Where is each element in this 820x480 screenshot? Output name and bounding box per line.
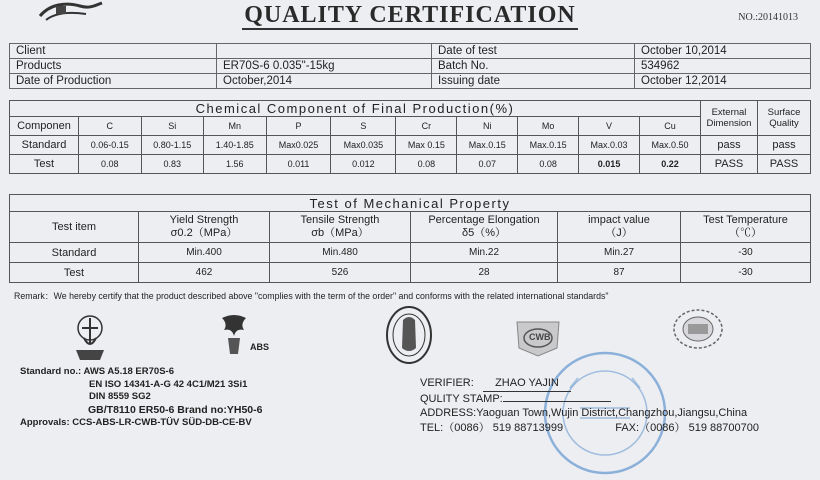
mech-test-value: 28 bbox=[411, 263, 558, 283]
tensile-strength-header: Tensile Strength σb（MPa） bbox=[270, 212, 411, 243]
element-header: Mo bbox=[518, 117, 579, 136]
chem-test-value: 0.015 bbox=[579, 155, 640, 174]
date-of-production-value: October,2014 bbox=[217, 74, 432, 89]
chemical-title: Chemical Component of Final Production(%) bbox=[10, 101, 701, 117]
mechanical-title: Test of Mechanical Property bbox=[10, 195, 811, 212]
chem-test-label: Test bbox=[10, 155, 79, 174]
element-header: S bbox=[331, 117, 396, 136]
chem-standard-value: 1.40-1.85 bbox=[204, 136, 267, 155]
element-header: Mn bbox=[204, 117, 267, 136]
external-dimension-header: External Dimension bbox=[701, 101, 758, 136]
quality-stamp-label: QULITY STAMP: bbox=[420, 392, 503, 405]
date-of-test-label: Date of test bbox=[432, 44, 635, 59]
chem-test-value: 0.011 bbox=[266, 155, 331, 174]
chem-standard-value: Max.0.15 bbox=[518, 136, 579, 155]
issuing-date-label: Issuing date bbox=[432, 74, 635, 89]
test-item-header: Test item bbox=[10, 212, 139, 243]
verifier-row bbox=[420, 376, 759, 392]
chem-standard-value: Max0.035 bbox=[331, 136, 396, 155]
chem-standard-label: Standard bbox=[10, 136, 79, 155]
chem-standard-value: Max.0.15 bbox=[457, 136, 518, 155]
address-text: ADDRESS:Yaoguan Town,Wujin District,Changzhou,Jiangsu,China bbox=[420, 407, 748, 420]
chem-standard-external: pass bbox=[701, 136, 758, 155]
element-header: Cu bbox=[640, 117, 701, 136]
mech-test-value: 87 bbox=[558, 263, 681, 283]
element-header: V bbox=[579, 117, 640, 136]
chem-test-value: 0.08 bbox=[518, 155, 579, 174]
chem-standard-value: 0.80-1.15 bbox=[141, 136, 204, 155]
verifier-name: ZHAO YAJIN bbox=[483, 376, 571, 392]
abs-seal bbox=[218, 312, 270, 358]
issuing-date-value: October 12,2014 bbox=[635, 74, 811, 89]
mechanical-table bbox=[9, 194, 811, 283]
mech-test-value: 526 bbox=[270, 263, 411, 283]
element-header: Ni bbox=[457, 117, 518, 136]
batch-value: 534962 bbox=[635, 59, 811, 74]
lr-seal-icon bbox=[384, 304, 434, 366]
page-title: QUALITY CERTIFICATION bbox=[244, 2, 576, 28]
mech-standard-label: Standard bbox=[10, 243, 139, 263]
mech-standard-value: Min.27 bbox=[558, 243, 681, 263]
cwb-label: CWB bbox=[529, 332, 551, 342]
chem-standard-surface: pass bbox=[758, 136, 811, 155]
surface-quality-header: Surface Quality bbox=[758, 101, 811, 136]
standard-line: GB/T8110 ER50-6 Brand no:YH50-6 bbox=[88, 403, 263, 416]
chem-test-value: 0.012 bbox=[331, 155, 396, 174]
elongation-header: Percentage Elongation δ5（%） bbox=[411, 212, 558, 243]
chem-test-value: 0.07 bbox=[457, 155, 518, 174]
client-value bbox=[217, 44, 432, 59]
chemical-table bbox=[9, 100, 811, 174]
stamp-row bbox=[420, 392, 759, 407]
standard-line: Standard no.: AWS A5.18 ER70S-6 bbox=[20, 366, 174, 377]
mech-standard-value: Min.22 bbox=[411, 243, 558, 263]
test-temperature-header: Test Temperature （℃） bbox=[681, 212, 811, 243]
yield-strength-header: Yield Strength σ0.2（MPa） bbox=[139, 212, 270, 243]
products-value: ER70S-6 0.035"-15kg bbox=[217, 59, 432, 74]
fax-text: FAX:（0086） 519 88700700 bbox=[615, 421, 759, 434]
chem-test-value: 0.08 bbox=[79, 155, 142, 174]
standards-block bbox=[20, 366, 262, 430]
mech-test-label: Test bbox=[10, 263, 139, 283]
mech-standard-value: Min.480 bbox=[270, 243, 411, 263]
chem-test-surface: PASS bbox=[758, 155, 811, 174]
remark-text: Remark：We hereby certify that the product described above "complies with the term of the order" and conforms with the related international standards" bbox=[14, 291, 609, 301]
chem-standard-value: Max.0.03 bbox=[579, 136, 640, 155]
impact-value-header: impact value （J） bbox=[558, 212, 681, 243]
mech-test-value: -30 bbox=[681, 263, 811, 283]
verifier-label: VERIFIER: bbox=[420, 377, 474, 389]
standard-line: DIN 8559 SG2 bbox=[89, 391, 151, 402]
mech-standard-value: Min.400 bbox=[139, 243, 270, 263]
verifier-block bbox=[420, 376, 759, 435]
component-label: Componen bbox=[10, 117, 79, 136]
chem-test-value: 0.08 bbox=[396, 155, 457, 174]
element-header: Si bbox=[141, 117, 204, 136]
client-label: Client bbox=[10, 44, 217, 59]
ccs-seal-icon bbox=[68, 310, 112, 364]
products-label: Products bbox=[10, 59, 217, 74]
date-of-production-label: Date of Production bbox=[10, 74, 217, 89]
chem-standard-value: Max.0.50 bbox=[640, 136, 701, 155]
element-header: P bbox=[266, 117, 331, 136]
chem-test-value: 0.83 bbox=[141, 155, 204, 174]
mech-standard-value: -30 bbox=[681, 243, 811, 263]
chem-test-value: 0.22 bbox=[640, 155, 701, 174]
tuv-seal-icon bbox=[672, 308, 724, 350]
approvals-line: Approvals: CCS-ABS-LR-CWB-TÜV SÜD-DB-CE-BV bbox=[20, 417, 252, 428]
chem-test-value: 1.56 bbox=[204, 155, 267, 174]
element-header: Cr bbox=[396, 117, 457, 136]
batch-label: Batch No. bbox=[432, 59, 635, 74]
standard-line: EN ISO 14341-A-G 42 4C1/M21 3Si1 bbox=[89, 378, 248, 390]
tel-text: TEL:（0086） 519 88713999 bbox=[420, 421, 564, 434]
element-header: C bbox=[79, 117, 142, 136]
certificate-number: NO.:20141013 bbox=[738, 12, 798, 23]
chem-test-external: PASS bbox=[701, 155, 758, 174]
abs-label: ABS bbox=[250, 342, 270, 352]
abs-eagle-icon bbox=[218, 312, 250, 358]
stamp-line bbox=[503, 401, 611, 402]
chem-standard-value: 0.06-0.15 bbox=[79, 136, 142, 155]
info-table bbox=[9, 43, 811, 89]
chem-standard-value: Max0.025 bbox=[266, 136, 331, 155]
chem-standard-value: Max 0.15 bbox=[396, 136, 457, 155]
contact-row bbox=[420, 421, 759, 436]
mech-test-value: 462 bbox=[139, 263, 270, 283]
date-of-test-value: October 10,2014 bbox=[635, 44, 811, 59]
